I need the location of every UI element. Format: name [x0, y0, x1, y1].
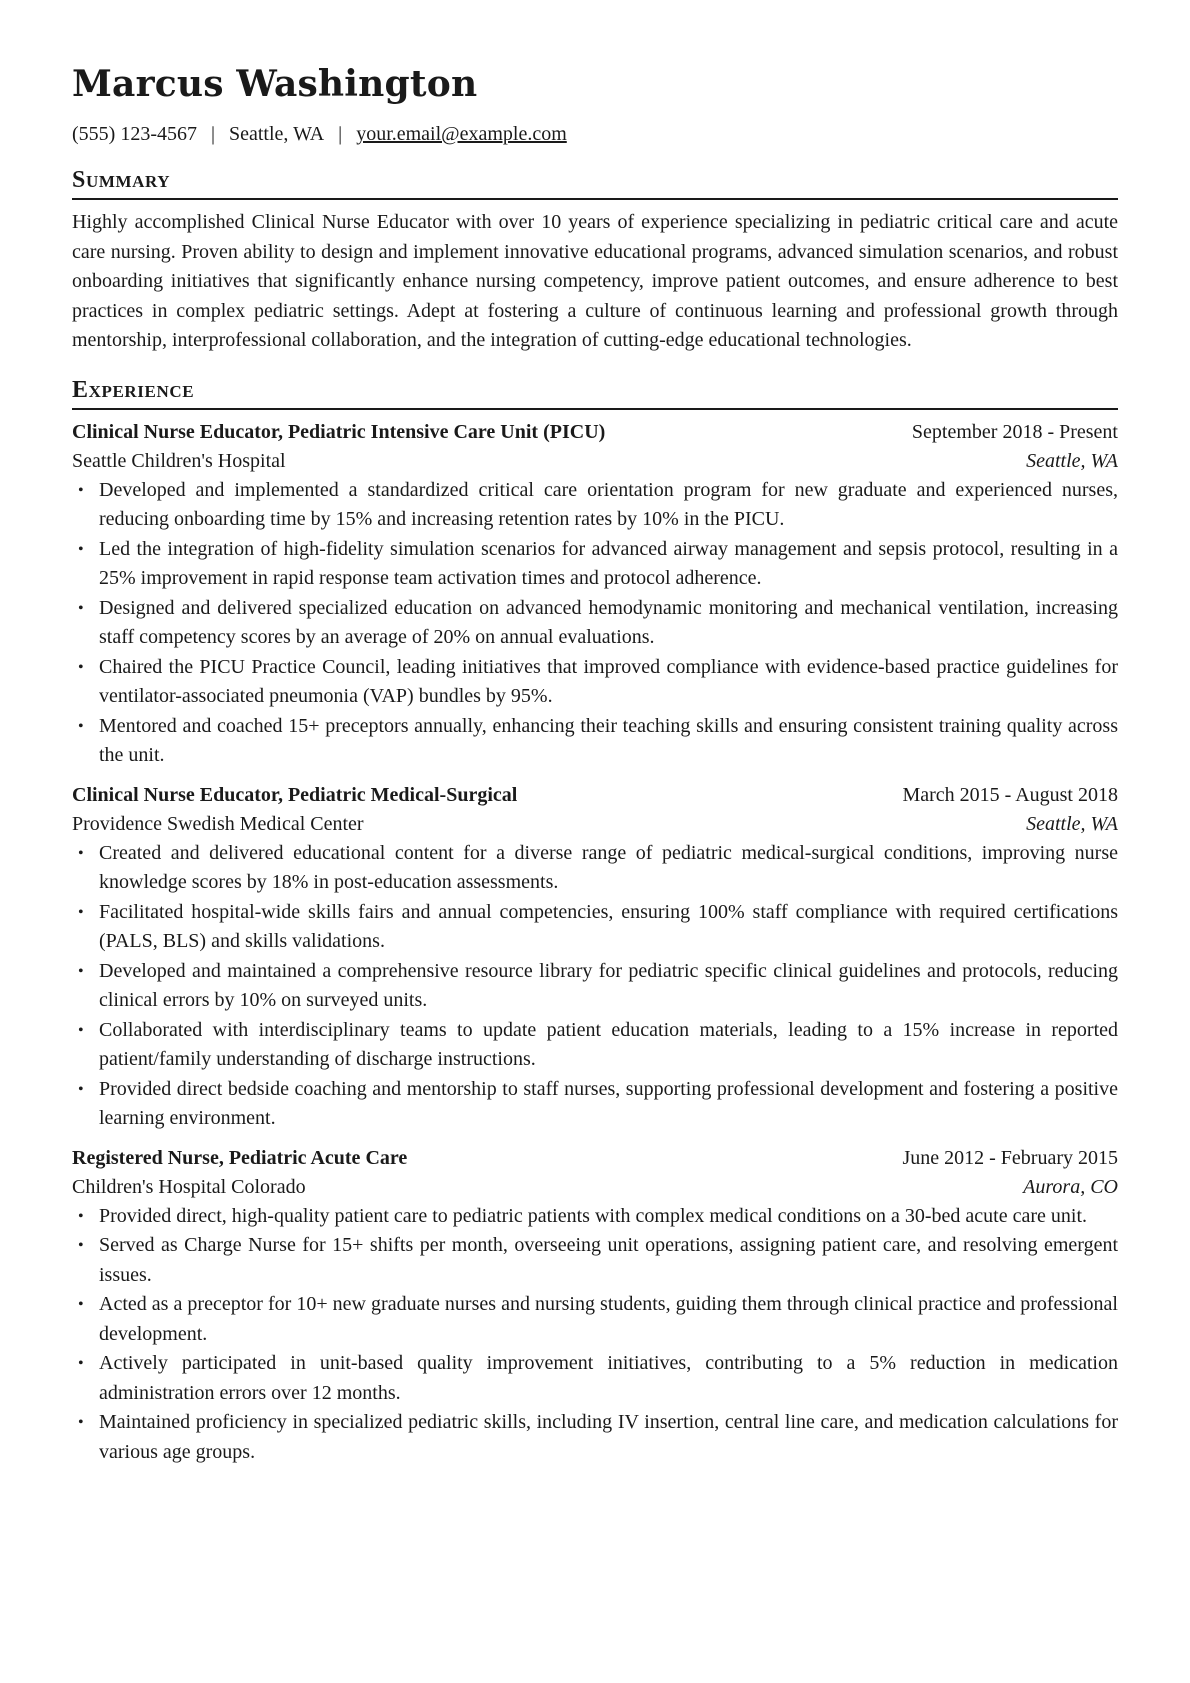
summary-section	[72, 166, 1118, 356]
job-subheader	[72, 1173, 1118, 1202]
bullet-icon: •	[78, 1414, 84, 1431]
job-title: Registered Nurse, Pediatric Acute Care	[72, 1146, 408, 1169]
bullet-item	[72, 1075, 1118, 1134]
job-header	[72, 1144, 1118, 1173]
bullet-text: Mentored and coached 15+ preceptors annually, enhancing their teaching skills and ensuring consistent training quality across the unit.	[99, 714, 1118, 766]
job-entry	[72, 781, 1118, 1134]
job-entry	[72, 1144, 1118, 1468]
bullet-icon: •	[78, 903, 84, 921]
bullet-item	[72, 1408, 1118, 1467]
bullet-text: Facilitated hospital-wide skills fairs and annual competencies, ensuring 100% staff compliance with required certifications (PALS, BLS) and skills validations.	[99, 900, 1118, 952]
bullet-text: Chaired the PICU Practice Council, leading initiatives that improved compliance with evidence-based practice guidelines for ventilator-associated pneumonia (VAP) bundles by 95%.	[99, 655, 1118, 707]
job-entry	[72, 418, 1118, 771]
job-employer: Providence Swedish Medical Center	[72, 812, 364, 835]
job-subheader	[72, 447, 1118, 476]
bullet-text: Collaborated with interdisciplinary teams to update patient education materials, leading to a 15% increase in reported patient/family understanding of discharge instructions.	[99, 1018, 1118, 1070]
bullet-item	[72, 712, 1118, 771]
job-employer: Seattle Children's Hospital	[72, 449, 286, 472]
bullet-text: Acted as a preceptor for 10+ new graduate nurses and nursing students, guiding them through clinical practice and professional development.	[99, 1293, 1118, 1345]
bullet-icon: •	[78, 1296, 84, 1313]
bullet-icon: •	[78, 1237, 84, 1254]
bullet-item	[72, 1202, 1118, 1232]
job-title: Clinical Nurse Educator, Pediatric Intensive Care Unit (PICU)	[72, 420, 606, 443]
bullet-item	[72, 1290, 1118, 1349]
bullet-text: Provided direct, high-quality patient care to pediatric patients with complex medical conditions on a 30-bed acute care unit.	[99, 1204, 1088, 1227]
bullet-icon: •	[78, 717, 84, 735]
job-dates: June 2012 - February 2015	[902, 1146, 1118, 1169]
bullet-icon: •	[78, 599, 84, 617]
bullet-item	[72, 535, 1118, 594]
job-location: Seattle, WA	[1026, 812, 1118, 835]
experience-heading: Experience	[72, 376, 1118, 410]
bullet-text: Led the integration of high-fidelity simulation scenarios for advanced airway management and sepsis protocol, resulting in a 25% improvement in rapid response team activation times and protocol adherence.	[99, 537, 1118, 589]
job-employer: Children's Hospital Colorado	[72, 1175, 306, 1198]
contact-separator: |	[338, 123, 343, 145]
bullet-item	[72, 594, 1118, 653]
bullet-icon: •	[78, 1021, 84, 1039]
job-header	[72, 781, 1118, 810]
bullet-text: Served as Charge Nurse for 15+ shifts per month, overseeing unit operations, assigning patient care, and resolving emergent issues.	[99, 1234, 1118, 1286]
bullet-text: Maintained proficiency in specialized pediatric skills, including IV insertion, central line care, and medication calculations for various age groups.	[99, 1411, 1118, 1463]
contact-location: Seattle, WA	[229, 123, 325, 145]
job-header	[72, 418, 1118, 447]
bullet-item	[72, 653, 1118, 712]
bullet-item	[72, 1016, 1118, 1075]
phone-number: (555) 123-4567	[72, 123, 197, 145]
job-dates: September 2018 - Present	[911, 420, 1118, 443]
job-dates: March 2015 - August 2018	[902, 783, 1118, 806]
job-bullets	[72, 1202, 1118, 1468]
bullet-item	[72, 898, 1118, 957]
bullet-icon: •	[78, 481, 84, 499]
bullet-icon: •	[78, 1207, 84, 1225]
bullet-text: Actively participated in unit-based quality improvement initiatives, contributing to a 5% reduction in medication administration errors over 12 months.	[99, 1352, 1118, 1404]
bullet-icon: •	[78, 962, 84, 980]
bullet-item	[72, 839, 1118, 898]
email-link[interactable]: your.email@example.com	[356, 123, 567, 145]
bullet-text: Provided direct bedside coaching and mentorship to staff nurses, supporting professional development and fostering a positive learning environment.	[99, 1077, 1118, 1129]
job-bullets	[72, 839, 1118, 1134]
job-bullets	[72, 476, 1118, 771]
resume-page	[72, 58, 1118, 1467]
job-location: Seattle, WA	[1026, 449, 1118, 472]
contact-line	[72, 120, 1118, 148]
bullet-icon: •	[78, 1355, 84, 1372]
bullet-icon: •	[78, 1080, 84, 1098]
bullet-text: Designed and delivered specialized education on advanced hemodynamic monitoring and mechanical ventilation, increasing staff competency scores by an average of 20% on annual evaluations.	[99, 596, 1118, 648]
summary-heading: Summary	[72, 166, 1118, 200]
bullet-text: Created and delivered educational content for a diverse range of pediatric medical-surgical conditions, improving nurse knowledge scores by 18% in post-education assessments.	[99, 841, 1118, 893]
bullet-item	[72, 1231, 1118, 1290]
summary-text: Highly accomplished Clinical Nurse Educator with over 10 years of experience specializing in pediatric critical care and acute care nursing. Proven ability to design and implement innovative educational programs, advanced simulation scenarios, and robust onboarding initiatives that significantly enhance nursing competency, improve patient outcomes, and ensure adherence to best practices in complex pediatric settings. Adept at fostering a culture of continuous learning and professional growth through mentorship, interprofessional collaboration, and the integration of cutting-edge educational technologies.	[72, 211, 1118, 351]
candidate-name: Marcus Washington	[72, 63, 478, 105]
bullet-icon: •	[78, 844, 84, 862]
bullet-text: Developed and maintained a comprehensive resource library for pediatric specific clinical guidelines and protocols, reducing clinical errors by 10% on surveyed units.	[99, 959, 1118, 1011]
experience-section	[72, 376, 1118, 1468]
bullet-item	[72, 1349, 1118, 1408]
bullet-icon: •	[78, 658, 84, 676]
job-location: Aurora, CO	[1023, 1175, 1118, 1198]
job-title: Clinical Nurse Educator, Pediatric Medical-Surgical	[72, 783, 518, 806]
bullet-item	[72, 957, 1118, 1016]
contact-separator: |	[210, 123, 215, 145]
bullet-text: Developed and implemented a standardized critical care orientation program for new graduate and experienced nurses, reducing onboarding time by 15% and increasing retention rates by 10% in the PICU.	[99, 478, 1118, 530]
job-subheader	[72, 810, 1118, 839]
bullet-icon: •	[78, 540, 84, 558]
bullet-item	[72, 476, 1118, 535]
